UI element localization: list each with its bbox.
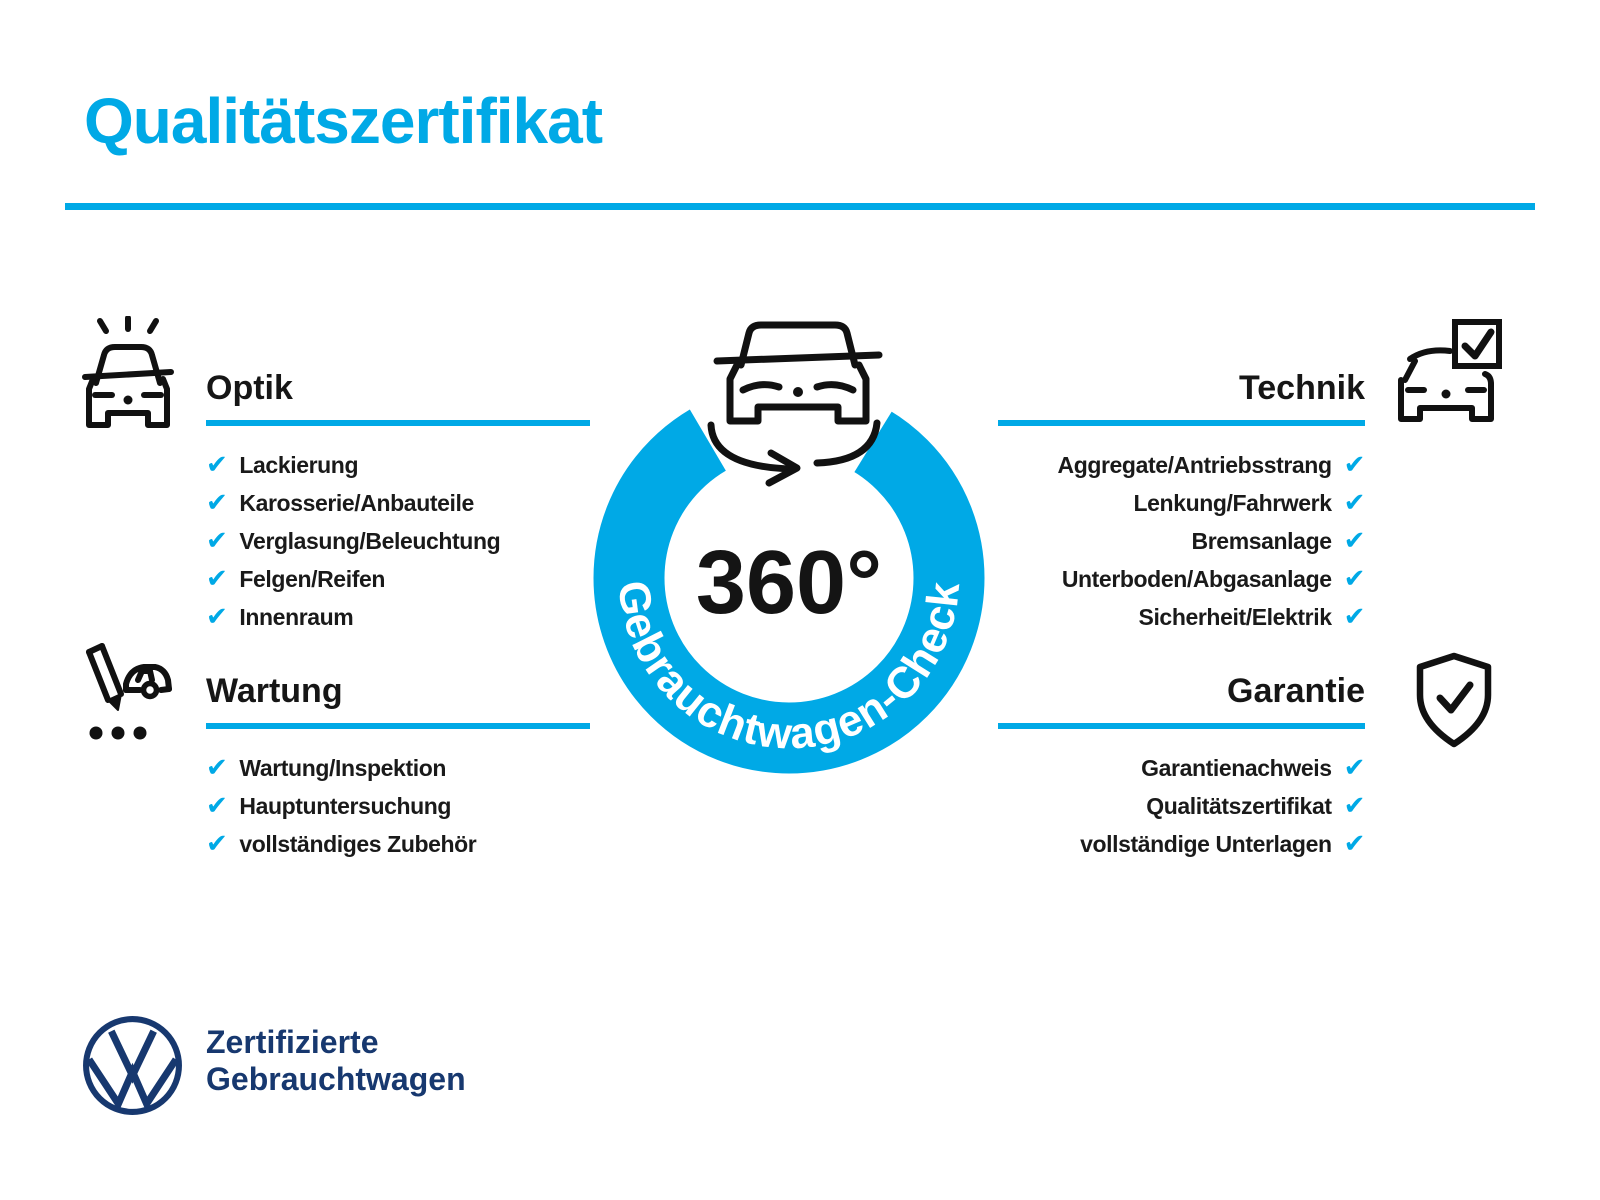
title-rule <box>65 203 1535 210</box>
car-shine-icon <box>78 316 178 431</box>
item-label: Felgen/Reifen <box>239 565 385 592</box>
list-item <box>998 484 1365 522</box>
badge-ring-label: Gebrauchtwagen-Check <box>608 577 970 759</box>
pencil-car-checklist-icon <box>76 642 176 742</box>
item-label: Garantienachweis <box>1141 754 1332 781</box>
check-icon: ✔ <box>206 450 228 480</box>
list-item <box>206 446 590 484</box>
section-optik <box>206 368 590 636</box>
list-item <box>206 825 590 863</box>
item-label: Aggregate/Antriebsstrang <box>1057 451 1332 478</box>
brand-line-2: Gebrauchtwagen <box>206 1061 466 1097</box>
check-icon: ✔ <box>206 488 228 518</box>
list-item <box>998 598 1365 636</box>
list-item <box>206 522 590 560</box>
brand-line-1: Zertifizierte <box>206 1024 379 1060</box>
car-checkbox-icon <box>1390 318 1505 426</box>
item-label: Karosserie/Anbauteile <box>239 489 474 516</box>
check-icon: ✔ <box>1343 488 1365 518</box>
item-label: Verglasung/Beleuchtung <box>239 527 501 554</box>
check-icon: ✔ <box>206 526 228 556</box>
check-icon: ✔ <box>1343 753 1365 783</box>
section-heading-technik: Technik <box>1239 369 1365 407</box>
section-heading-optik: Optik <box>206 369 293 407</box>
section-underline <box>998 723 1365 729</box>
list-item <box>998 749 1365 787</box>
check-icon: ✔ <box>1343 564 1365 594</box>
section-wartung <box>206 671 590 863</box>
check-icon: ✔ <box>1343 450 1365 480</box>
item-label: Wartung/Inspektion <box>239 754 446 781</box>
badge-degree-label: 360° <box>695 533 883 633</box>
check-icon: ✔ <box>206 829 228 859</box>
item-label: Lackierung <box>239 451 359 478</box>
list-item <box>206 560 590 598</box>
list-item <box>998 787 1365 825</box>
section-heading-wartung: Wartung <box>206 672 343 710</box>
checklist-optik <box>206 446 590 636</box>
section-technik <box>998 368 1365 636</box>
list-item <box>998 522 1365 560</box>
check-icon: ✔ <box>1343 602 1365 632</box>
section-garantie <box>998 671 1365 863</box>
list-item <box>998 560 1365 598</box>
item-label: Qualitätszertifikat <box>1146 792 1332 819</box>
item-label: Bremsanlage <box>1191 527 1332 554</box>
list-item <box>206 787 590 825</box>
checklist-technik <box>998 446 1365 636</box>
item-label: Unterboden/Abgasanlage <box>1061 565 1332 592</box>
list-item <box>206 598 590 636</box>
item-label: Sicherheit/Elektrik <box>1138 603 1332 630</box>
checklist-wartung <box>206 749 590 863</box>
page-title: Qualitätszertifikat <box>84 85 603 157</box>
list-item <box>998 446 1365 484</box>
check-icon: ✔ <box>206 564 228 594</box>
shield-check-icon <box>1408 650 1500 750</box>
checklist-garantie <box>998 749 1365 863</box>
item-label: vollständige Unterlagen <box>1080 830 1332 857</box>
check-icon: ✔ <box>1343 526 1365 556</box>
vw-logo <box>80 1013 185 1118</box>
brand-wordmark <box>206 1024 466 1098</box>
item-label: vollständiges Zubehör <box>239 830 477 857</box>
item-label: Lenkung/Fahrwerk <box>1133 489 1332 516</box>
badge-360-check <box>565 295 1015 795</box>
item-label: Innenraum <box>239 603 354 630</box>
section-heading-garantie: Garantie <box>1227 672 1365 710</box>
check-icon: ✔ <box>206 753 228 783</box>
check-icon: ✔ <box>206 602 228 632</box>
section-underline <box>998 420 1365 426</box>
section-underline <box>206 420 590 426</box>
check-icon: ✔ <box>1343 791 1365 821</box>
list-item <box>206 749 590 787</box>
check-icon: ✔ <box>206 791 228 821</box>
list-item <box>998 825 1365 863</box>
section-underline <box>206 723 590 729</box>
list-item <box>206 484 590 522</box>
check-icon: ✔ <box>1343 829 1365 859</box>
item-label: Hauptuntersuchung <box>239 792 452 819</box>
